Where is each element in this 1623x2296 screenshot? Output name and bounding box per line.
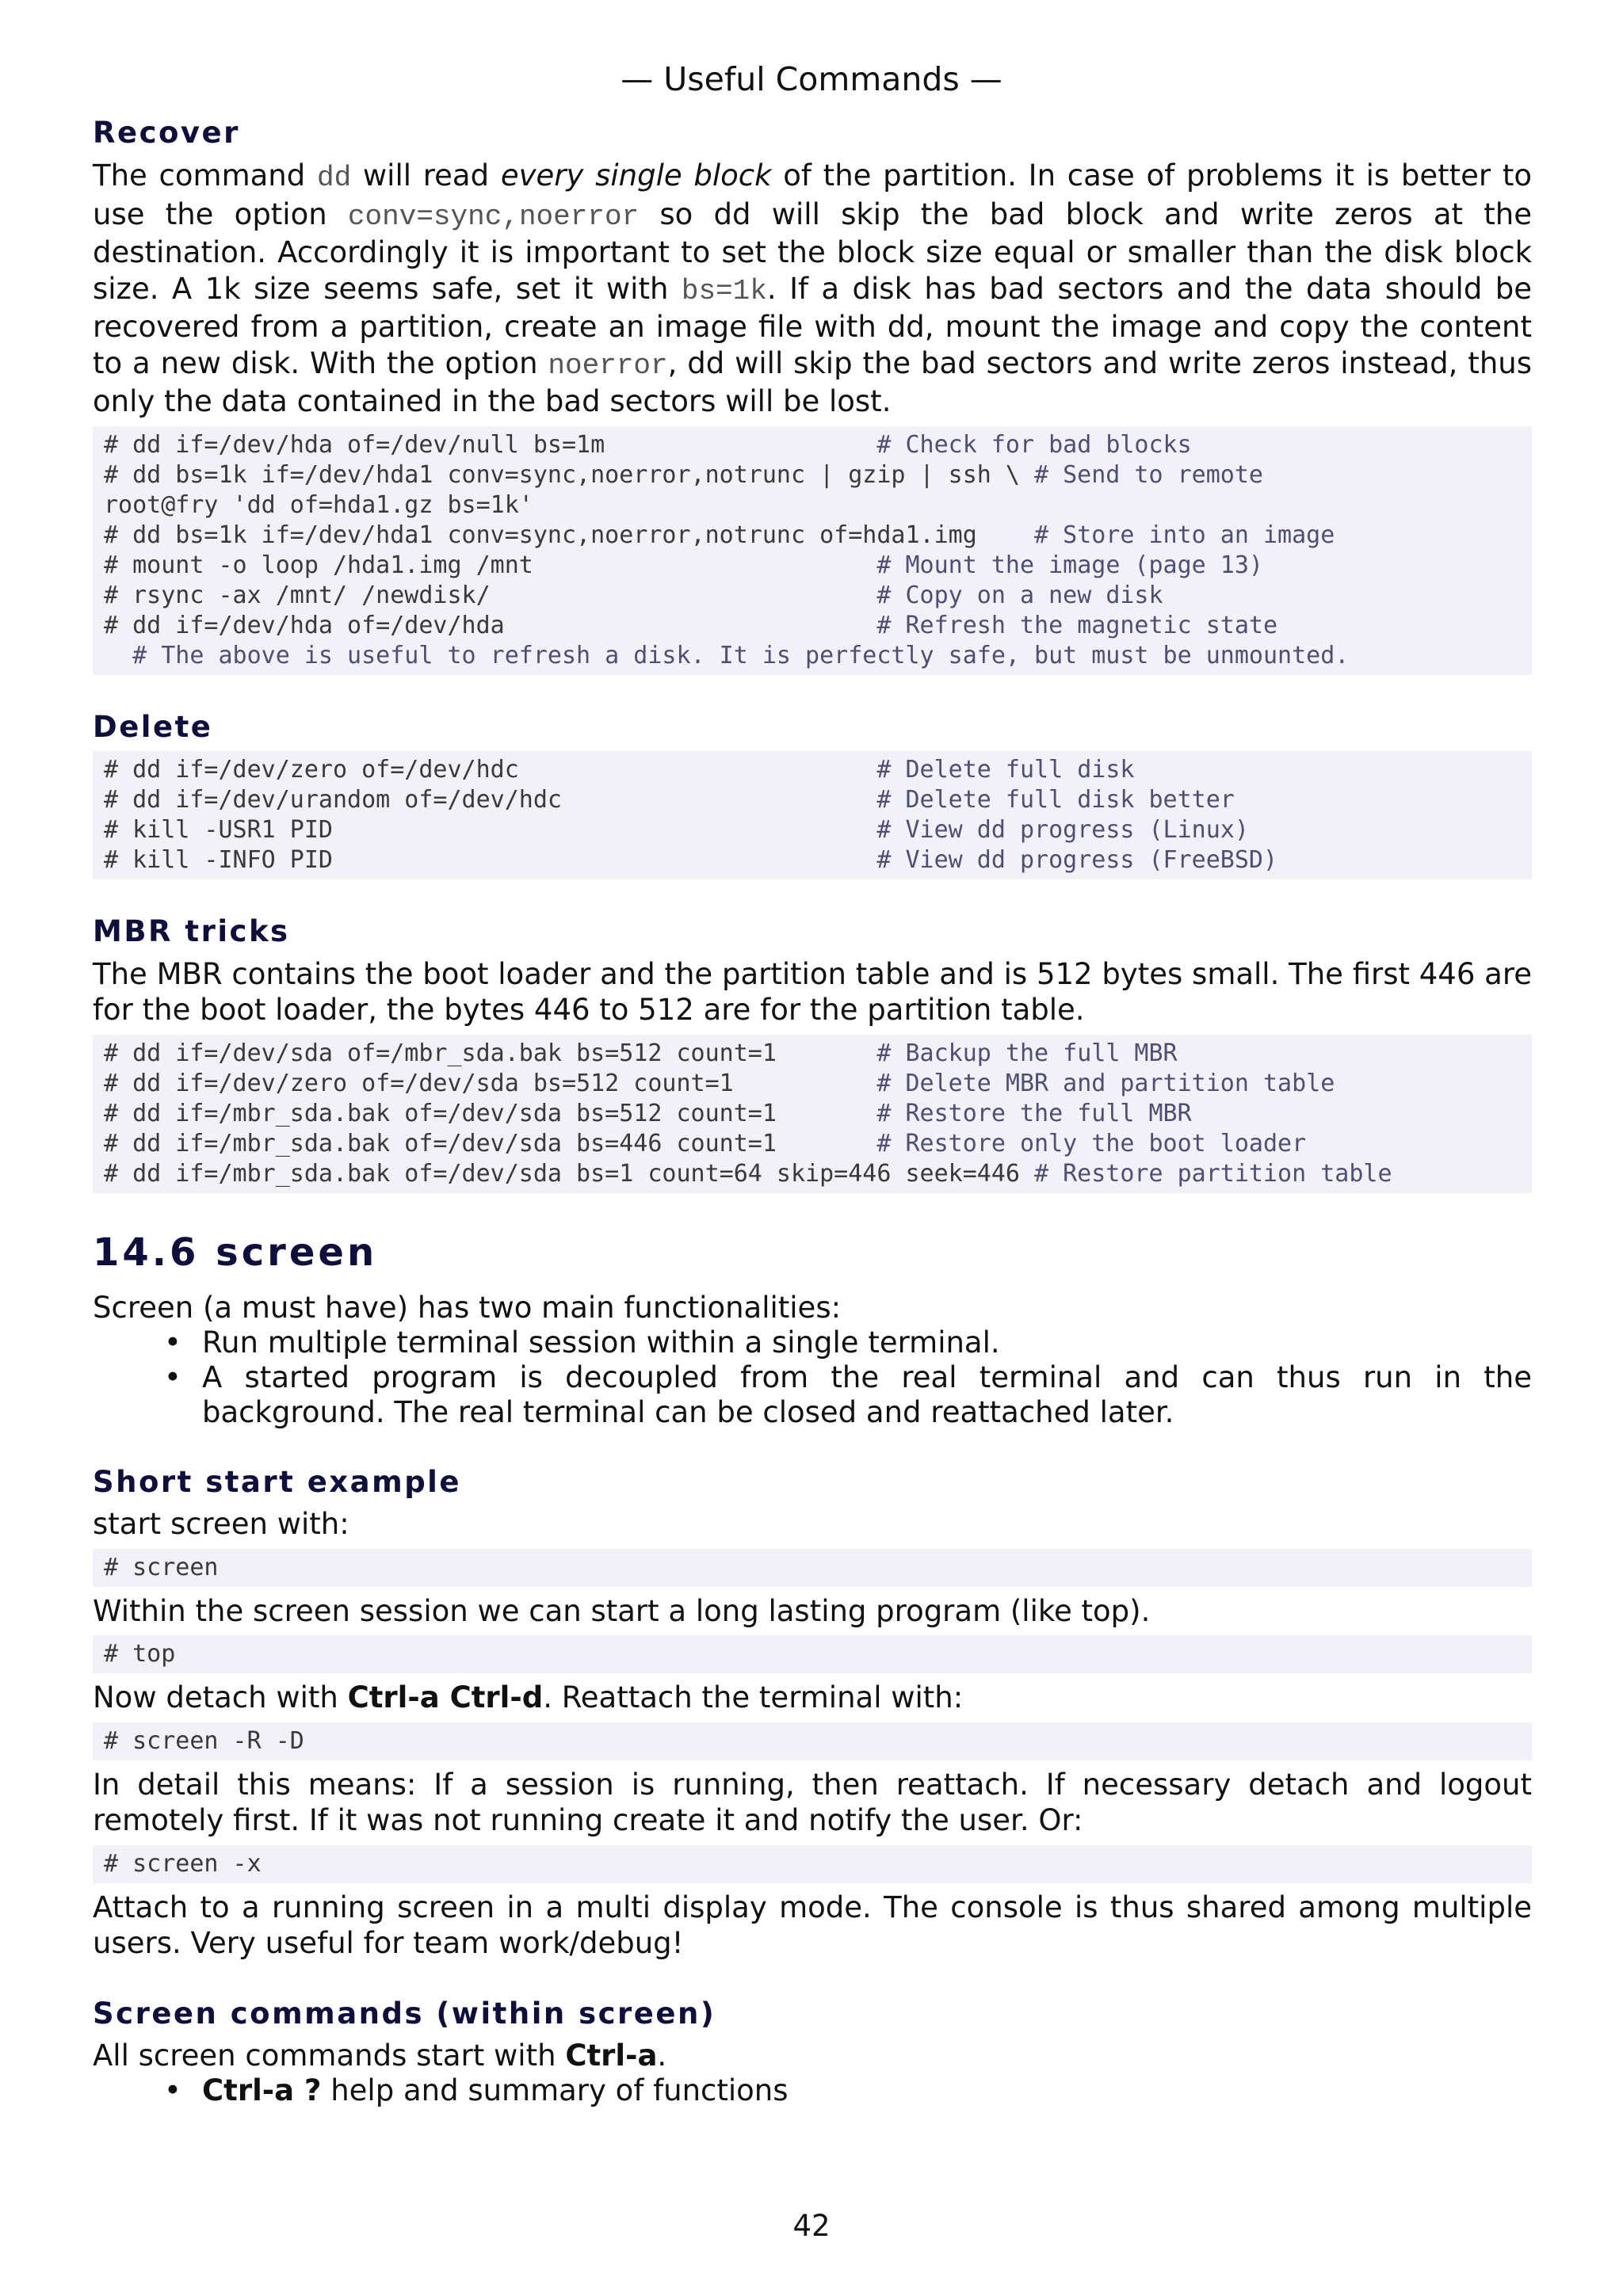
recover-paragraph <box>93 158 1532 420</box>
short-start-text-5: Attach to a running screen in a multi display mode. The console is thus shared among multiple users. Very useful for team work/debug! <box>93 1890 1532 1960</box>
code-line: # dd bs=1k if=/dev/hda1 conv=sync,noerror,notrunc of=hda1.img # Store into an image <box>104 521 1335 549</box>
running-header: — Useful Commands — <box>621 60 1002 98</box>
screen-functionalities-list <box>93 1325 1532 1430</box>
heading-short-start-example: Short start example <box>93 1465 461 1499</box>
code-line: # kill -INFO PID # View dd progress (FreeBSD) <box>104 845 1278 874</box>
code-line: # rsync -ax /mnt/ /newdisk/ # Copy on a new disk <box>104 581 1163 609</box>
code-line: # dd if=/dev/hda of=/dev/null bs=1m # Check for bad blocks <box>104 430 1192 459</box>
recover-code-block <box>93 426 1532 675</box>
heading-recover: Recover <box>93 116 240 150</box>
code-screen: # screen <box>93 1549 1532 1587</box>
bullet-icon: • <box>164 1360 181 1394</box>
shortcut-ctrl-a: Ctrl-a <box>565 2038 658 2073</box>
code-screen-reattach: # screen -R -D <box>93 1722 1532 1760</box>
bullet-icon: • <box>164 1325 181 1360</box>
code-line: # dd if=/mbr_sda.bak of=/dev/sda bs=446 count=1 # Restore only the boot loader <box>104 1129 1307 1158</box>
screen-intro: Screen (a must have) has two main functionalities: <box>93 1290 842 1325</box>
mbr-code-block <box>93 1035 1532 1193</box>
screen-commands-list <box>93 2073 1532 2108</box>
code-line: # dd bs=1k if=/dev/hda1 conv=sync,noerror,notrunc | gzip | ssh \ # Send to remote <box>104 460 1263 489</box>
list-item: • Ctrl-a ? help and summary of functions <box>164 2073 789 2107</box>
heading-screen-commands: Screen commands (within screen) <box>93 1996 716 2031</box>
recover-text-6: , dd will skip the bad sectors and write zeros instead, thus only the data contained in the bad sectors will be lost. <box>93 345 1532 418</box>
short-start-text-2: Within the screen session we can start a long lasting program (like top). <box>93 1593 1151 1628</box>
recover-emphasis: every single block <box>500 158 772 193</box>
recover-text-4: so dd will skip the bad block and write zeros at the destination. Accordingly it is important to set the block size equal or smaller than the disk block size. A 1k size seems safe, set it with <box>93 196 1532 306</box>
code-line: # dd if=/mbr_sda.bak of=/dev/sda bs=512 count=1 # Restore the full MBR <box>104 1099 1192 1127</box>
recover-code-noerror: noerror <box>548 349 668 382</box>
heading-mbr-tricks: MBR tricks <box>93 913 290 948</box>
code-line: # mount -o loop /hda1.img /mnt # Mount the image (page 13) <box>104 551 1263 579</box>
code-line: # dd if=/dev/sda of=/mbr_sda.bak bs=512 count=1 # Backup the full MBR <box>104 1039 1178 1067</box>
delete-code-block <box>93 751 1532 879</box>
list-item: • Run multiple terminal session within a single terminal. <box>164 1325 1000 1360</box>
short-start-text-4: In detail this means: If a session is running, then reattach. If necessary detach and logout remotely first. If it was not running create it and notify the user. Or: <box>93 1767 1532 1837</box>
code-top: # top <box>93 1635 1532 1673</box>
recover-text-1: The command <box>93 158 317 193</box>
code-screen-x: # screen -x <box>93 1845 1532 1883</box>
list-item: • A started program is decoupled from the real terminal and can thus run in the background. The real terminal can be closed and reattached later. <box>164 1360 1532 1429</box>
code-line: # dd if=/dev/zero of=/dev/sda bs=512 count=1 # Delete MBR and partition table <box>104 1069 1335 1097</box>
shortcut-detach: Ctrl-a Ctrl-d <box>347 1680 544 1714</box>
short-start-text-3: Now detach with Ctrl-a Ctrl-d. Reattach the terminal with: <box>93 1680 964 1714</box>
recover-text-3: of the partition. In case of problems it is better to use the option <box>93 158 1533 231</box>
code-line: root@fry 'dd of=hda1.gz bs=1k' <box>104 490 533 519</box>
heading-delete: Delete <box>93 709 213 744</box>
code-line: # dd if=/dev/urandom of=/dev/hdc # Delete full disk better <box>104 785 1235 814</box>
recover-text-5: . If a disk has bad sectors and the data should be recovered from a partition, create an image file with dd, mount the image and copy the content to a new disk. With the option <box>93 271 1532 380</box>
code-line: # dd if=/dev/hda of=/dev/hda # Refresh the magnetic state <box>104 611 1278 639</box>
recover-text-2: will read <box>351 158 501 193</box>
code-line: # kill -USR1 PID # View dd progress (Linux) <box>104 815 1249 844</box>
bullet-icon: • <box>164 2073 181 2107</box>
recover-code-bs: bs=1k <box>681 274 767 307</box>
recover-code-option: conv=sync,noerror <box>347 200 640 233</box>
page-number: 42 <box>792 2209 831 2243</box>
mbr-paragraph: The MBR contains the boot loader and the partition table and is 512 bytes small. The first 446 are for the boot loader, the bytes 446 to 512 are for the partition table. <box>93 956 1532 1027</box>
page-content <box>93 111 1532 2108</box>
code-line: # The above is useful to refresh a disk. It is perfectly safe, but must be unmounted. <box>132 641 1350 669</box>
short-start-text-1: start screen with: <box>93 1507 349 1541</box>
recover-code-dd: dd <box>316 162 352 194</box>
section-heading-screen: 14.6 screen <box>93 1230 378 1275</box>
screen-commands-text: All screen commands start with Ctrl-a. <box>93 2038 667 2073</box>
code-line: # dd if=/mbr_sda.bak of=/dev/sda bs=1 count=64 skip=446 seek=446 # Restore partition table <box>104 1159 1392 1188</box>
code-line: # dd if=/dev/zero of=/dev/hdc # Delete full disk <box>104 755 1135 784</box>
